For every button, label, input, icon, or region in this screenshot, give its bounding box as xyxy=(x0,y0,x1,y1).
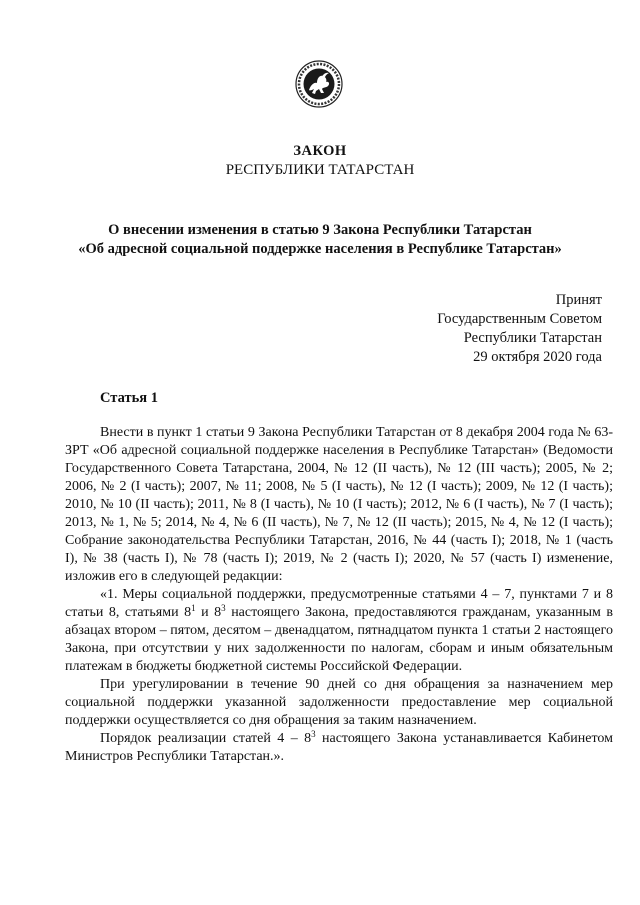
republic-name: РЕСПУБЛИКИ ТАТАРСТАН xyxy=(225,162,415,178)
adoption-line2: Государственным Советом xyxy=(437,311,602,327)
law-title: ЗАКОН xyxy=(293,143,347,159)
paragraph-4-part-a: Порядок реализации статей 4 – 8 xyxy=(100,731,312,746)
article-paragraph-1: Внести в пункт 1 статьи 9 Закона Республики Татарстан от 8 декабря 2004 года № 63-ЗРТ «Об адресной социальной поддержке населения в Республике Татарстан» (Ведомости Государственного Совета Татарстана, 2004, № 12 (II часть), № 12 (III часть); 2005, № 2; 2006, № 2 (I часть); 2007, № 11; 2008, № 5 (I часть), № 12 (I часть); 2009, № 12 (I часть); 2010, № 10 (II часть); 2011, № 8 (I часть), № 10 (I часть); 2012, № 6 (I часть), № 7 (I часть); 2013, № 1, № 5; 2014, № 4, № 6 (II часть), № 7, № 12 (II часть); 2015, № 4, № 12 (I часть); Собрание законодательства Республики Татарстан, 2016, № 44 (часть I); 2018, № 1 (часть I), № 38 (часть I), № 78 (часть I); 2019, № 2 (часть I); 2020, № 57 (часть I) изменение, изложив его в следующей редакции: xyxy=(65,425,613,584)
superscript-3: 3 xyxy=(311,729,316,739)
paragraph-2-part-a: «1. Меры социальной поддержки, предусмотренные статьями 4 – 7, пунктами 7 и 8 статьи 8, статьями 8 xyxy=(65,587,613,620)
paragraph-2-part-b: и 8 xyxy=(195,605,222,620)
paragraph-4-part-b: настоящего Закона устанавливается Кабинетом Министров Республики Татарстан.». xyxy=(65,731,614,764)
adoption-line1: Принят xyxy=(555,292,602,308)
article-body xyxy=(65,424,613,766)
superscript-3: 3 xyxy=(221,603,226,613)
document-title-line1: О внесении изменения в статью 9 Закона Республики Татарстан xyxy=(108,222,532,238)
adoption-block xyxy=(437,291,602,367)
document-title-line2: «Об адресной социальной поддержке населения в Республике Татарстан» xyxy=(78,241,562,257)
article-heading: Статья 1 xyxy=(100,390,158,406)
article-paragraph-4 xyxy=(65,730,613,766)
adoption-date: 29 октября 2020 года xyxy=(473,349,602,365)
paragraph-2-part-c: настоящего Закона, предоставляются гражданам, указанным в абзацах втором – пятом, десятом – двенадцатом, пятнадцатом пункта 1 статьи 2 настоящего Закона, при отсутствии у них задолженности по налогам, сборам и иным обязательным платежам в бюджеты бюджетной системы Российской Федерации. xyxy=(65,605,613,674)
adoption-line3: Республики Татарстан xyxy=(463,330,602,346)
article-paragraph-2 xyxy=(65,586,613,676)
article-paragraph-3: При урегулировании в течение 90 дней со дня обращения за назначением мер социальной поддержки указанной задолженности предоставление мер социальной поддержки осуществляется со дня обращения за таким назначением. xyxy=(65,677,613,728)
tatarstan-coat-of-arms-icon xyxy=(295,60,343,108)
superscript-1: 1 xyxy=(191,603,196,613)
